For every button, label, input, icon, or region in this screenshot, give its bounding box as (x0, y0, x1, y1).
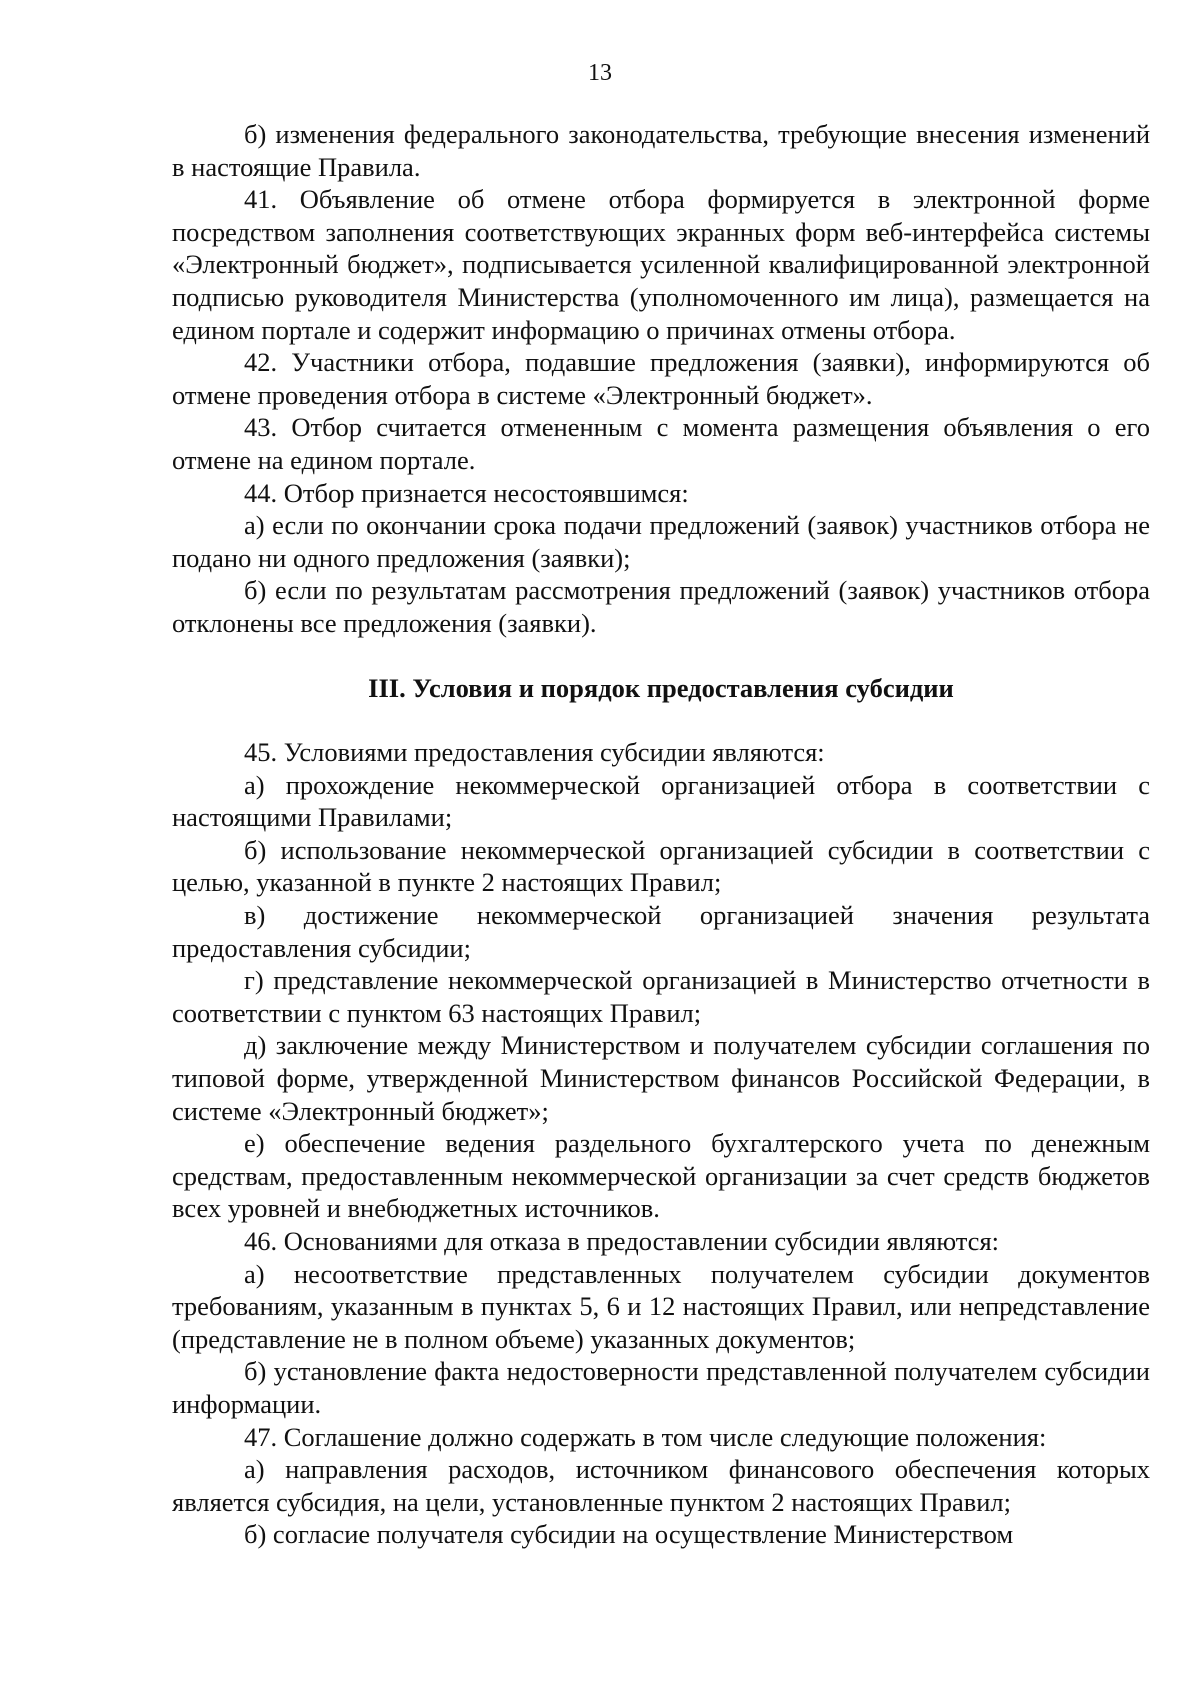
paragraph-45-d: д) заключение между Министерством и получателем субсидии соглашения по типовой форме, утвержденной Министерством финансов Российской Федерации, в системе «Электронный бюджет»; (172, 1030, 1150, 1126)
paragraph-45-e: е) обеспечение ведения раздельного бухгалтерского учета по денежным средствам, предоставленным некоммерческой организации за счет средств бюджетов всех уровней и внебюджетных источников. (172, 1128, 1150, 1224)
paragraph-45: 45. Условиями предоставления субсидии являются: (244, 737, 825, 768)
paragraph-b-legislation-changes: б) изменения федерального законодательства, требующие внесения изменений в настоящие Правила. (172, 119, 1150, 182)
paragraph-42: 42. Участники отбора, подавшие предложения (заявки), информируются об отмене проведения отбора в системе «Электронный бюджет». (172, 347, 1150, 410)
document-body (172, 118, 1150, 1551)
paragraph-46-a: а) несоответствие представленных получателем субсидии документов требованиям, указанным в пунктах 5, 6 и 12 настоящих Правил, или непредставление (представление не в полном объеме) указанных документов; (172, 1258, 1150, 1354)
page-number: 13 (588, 60, 612, 86)
paragraph-45-g: г) представление некоммерческой организацией в Министерство отчетности в соответствии с пунктом 63 настоящих Правил; (172, 965, 1150, 1028)
paragraph-45-b: б) использование некоммерческой организацией субсидии в соответствии с целью, указанной в пункте 2 настоящих Правил; (172, 834, 1150, 898)
paragraph-41: 41. Объявление об отмене отбора формируется в электронной форме посредством заполнения соответствующих экранных форм веб-интерфейса системы «Электронный бюджет», подписывается усиленной квалифицированной электронной подписью руководителя Министерства (уполномоченного им лица), размещается на едином портале и содержит информацию о причинах отмены отбора. (172, 184, 1150, 345)
paragraph-47-b: б) согласие получателя субсидии на осуществление Министерством (244, 1519, 1014, 1550)
paragraph-45-v: в) достижение некоммерческой организацией значения результата предоставления субсидии; (172, 900, 1150, 963)
paragraph-44: 44. Отбор признается несостоявшимся: (244, 477, 689, 508)
paragraph-46-b: б) установление факта недостоверности представленной получателем субсидии информации. (172, 1356, 1150, 1419)
paragraph-47: 47. Соглашение должно содержать в том числе следующие положения: (244, 1421, 1047, 1452)
paragraph-44-a: а) если по окончании срока подачи предложений (заявок) участников отбора не подано ни одного предложения (заявки); (172, 510, 1150, 573)
section-before-heading (172, 118, 1150, 640)
paragraph-46: 46. Основаниями для отказа в предоставлении субсидии являются: (244, 1226, 999, 1256)
paragraph-43: 43. Отбор считается отмененным с момента размещения объявления о его отмене на едином портале. (172, 412, 1150, 475)
paragraph-44-b: б) если по результатам рассмотрения предложений (заявок) участников отбора отклонены все предложения (заявки). (172, 575, 1150, 638)
section-after-heading (172, 736, 1150, 1551)
paragraph-47-a: а) направления расходов, источником финансового обеспечения которых является субсидия, на цели, установленные пунктом 2 настоящих Правил; (172, 1454, 1150, 1517)
paragraph-45-a: а) прохождение некоммерческой организацией отбора в соответствии с настоящими Правилами; (172, 769, 1150, 833)
section-heading: III. Условия и порядок предоставления субсидии (368, 672, 954, 703)
